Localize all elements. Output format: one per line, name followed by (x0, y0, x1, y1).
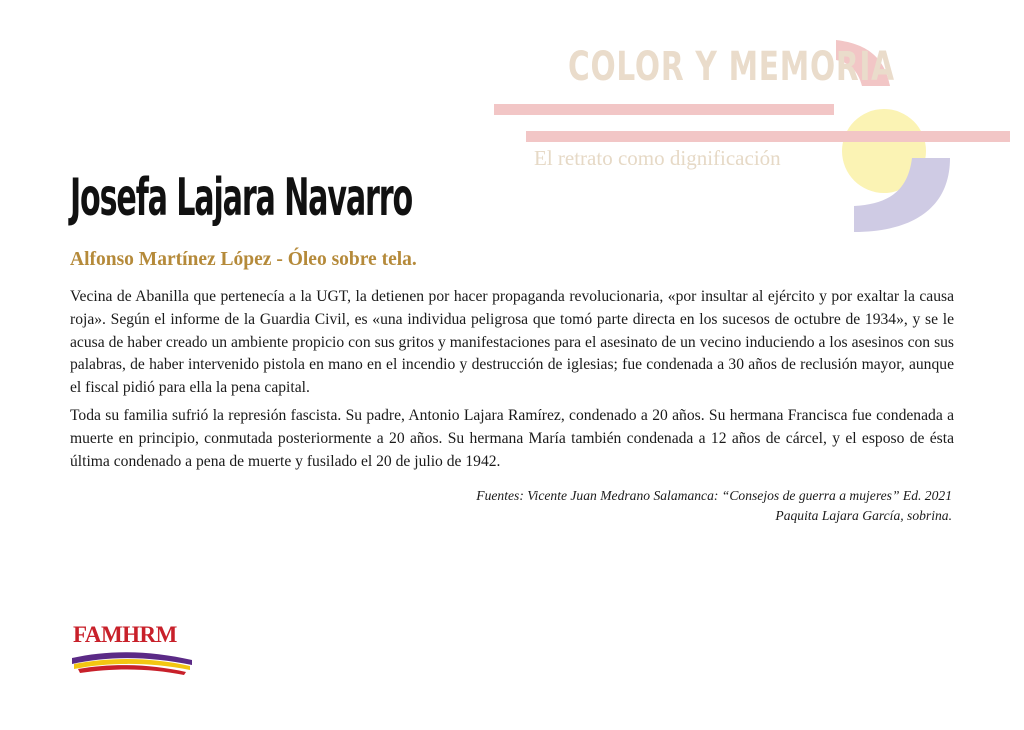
brand-title: COLOR Y MEMORIA (568, 44, 895, 90)
logo-wordmark: FAMHRM (73, 622, 177, 647)
sources-block (476, 486, 952, 526)
pink-bar-upper (494, 104, 834, 115)
famhrm-logo (68, 620, 198, 680)
biography-paragraph-1: Vecina de Abanilla que pertenecía a la UGT, la detienen por hacer propaganda revolucionaria, «por insultar al ejército y por exaltar la causa roja». Según el informe de la Guardia Civil, es «una individua peligrosa que tomó parte directa en los sucesos de octubre de 1934», y se le acusa de haber creado un ambiente propicio con sus gritos y manifestaciones para el asesinato de un vecino induciendo a los asesinos con sus palabras, de haber intervenido pistola en mano en el incendio y destrucción de iglesias; fue condenada a 30 años de reclusión mayor, aunque el fiscal pidió para ella la pena capital. (70, 288, 954, 397)
brand-subtitle: El retrato como dignificación (534, 146, 781, 170)
pink-bar-lower (526, 131, 1010, 142)
sources-line-1: Fuentes: Vicente Juan Medrano Salamanca: “Consejos de guerra a mujeres” Ed. 2021 (476, 488, 952, 503)
page-title: Josefa Lajara Navarro (70, 168, 413, 228)
artist-line: Alfonso Martínez López - Óleo sobre tela. (70, 249, 417, 270)
logo-swoosh-icon (68, 620, 198, 680)
biography-paragraph-2: Toda su familia sufrió la represión fascista. Su padre, Antonio Lajara Ramírez, condenado a 20 años. Su hermana Francisca fue condenada a muerte en principio, conmutada posteriormente a 20 años. Su hermana María también condenada a 12 años de cárcel, y el esposo de ésta última condenado a pena de muerte y fusilado el 20 de julio de 1942. (70, 407, 954, 470)
sources-line-2: Paquita Lajara García, sobrina. (775, 508, 952, 523)
